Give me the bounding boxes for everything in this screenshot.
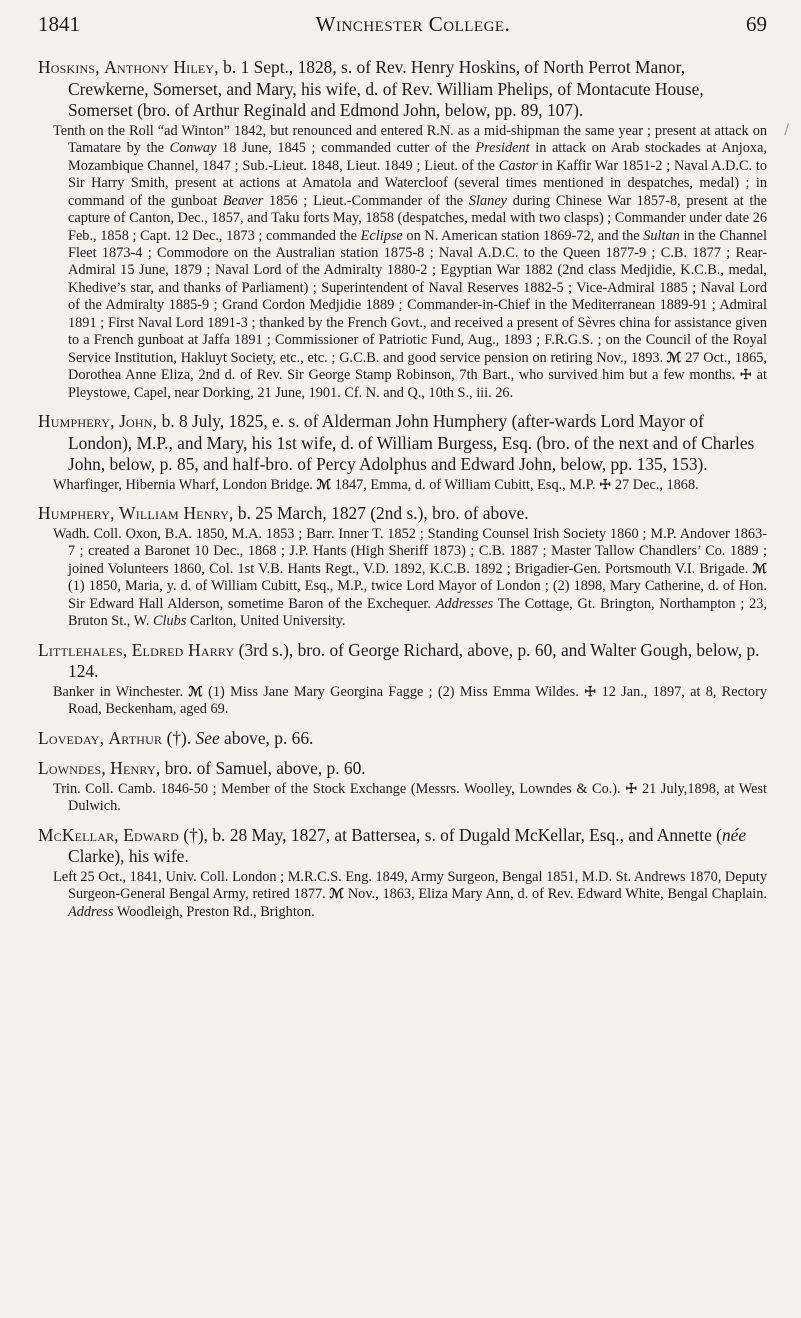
ship-name: Eclipse: [360, 227, 403, 244]
married-symbol-icon: ℳ: [316, 476, 332, 493]
ship-name: Beaver: [222, 192, 264, 209]
entry-summary: (3rd s.), bro. of George Richard, above, p. 60, and Walter Gough, below, p. 124.: [68, 639, 760, 682]
entry-given-names: Arthur: [108, 727, 163, 748]
entry-given-names: Henry,: [110, 758, 161, 779]
entry-surname: Hoskins,: [38, 57, 100, 77]
entry-hoskins: [38, 57, 767, 402]
career-text: 1847, Emma, d. of William Cubitt, Esq., M.P.: [331, 476, 600, 493]
married-symbol-icon: ℳ: [329, 886, 345, 903]
clubs-label: Clubs: [153, 613, 187, 630]
entry-heading: [38, 758, 767, 780]
entry-surname: Lowndes,: [38, 758, 106, 779]
entry-surname: Humphery,: [38, 503, 115, 524]
died-symbol-icon: ☩: [584, 683, 597, 700]
ship-name: Castor: [498, 157, 538, 174]
died-symbol-icon: ☩: [739, 367, 752, 384]
career-text: in the Channel Fleet 1873-4 ; Commodore on the Australian station 1875-8 ; Naval A.D.C. to the Queen 1877-9 ; C.B. 1877 ; Rear-Admiral 15 June, 1879 ; Naval Lord of the Admiralty 1880-2 ; Egyptian War 1882 (2nd class Medjidie, K.C.B., medal, Khedive’s star, and thanks of Parliament) ; Superintendent of Naval Reserves 1882-5 ; Vice-Admiral 1885 ; Naval Lord of the Admiralty 1885-9 ; Grand Cordon Medjidie 1889 ; Commander-in-Chief in the Mediterranean 1889-91 ; Admiral 1891 ; First Naval Lord 1891-3 ; thanked by the French Govt., and received a present of Sèvres china for assistance given to a French gunboat at Jaffa 1891 ; Commissioner of Patriotic Fund, Aug., 1893 ; F.R.G.S. ; on the Council of the Royal Service Institution, Hakluyt Society, etc., etc. ; G.C.B. and good service pension on retiring Nov., 1893.: [68, 227, 767, 366]
entry-career: [38, 123, 767, 402]
header-title: Winchester College.: [315, 12, 511, 36]
career-text: 27 Oct., 1865, Dorothea Anne Eliza, 2nd d. of Rev. Sir George Stamp Robinson, 7th Bart., who survived him but a few months.: [68, 349, 767, 384]
career-text: Nov., 1863, Eliza Mary Ann, d. of Rev. Edward White, Bengal Chaplain.: [344, 886, 767, 903]
ship-name: President: [475, 140, 530, 157]
dagger-mark: (†).: [162, 727, 196, 748]
entry-career: [38, 526, 767, 631]
career-text: in Kaffir War 1851-2 ; Naval A.D.C. to Sir Harry Smith, present at actions at Amatola and Watercloof (several times mentioned in despatches, medal) ; in command of the gunboat: [68, 157, 767, 209]
career-text: Wharfinger, Hibernia Wharf, London Bridge.: [53, 476, 317, 493]
entry-lowndes: [38, 758, 767, 816]
entry-surname: Humphery,: [38, 411, 115, 432]
entry-given-names: Eldred Harry: [131, 639, 235, 660]
career-text: Left 25 Oct., 1841, Univ. Coll. London ; M.R.C.S. Eng. 1849, Army Surgeon, Bengal 1851, M.D. St. Andrews 1870, Deputy Surgeon-General Bengal Army, retired 1877.: [53, 868, 767, 903]
career-text: Trin. Coll. Camb. 1846-50 ; Member of the Stock Exchange (Messrs. Woolley, Lowndes & Co.).: [53, 780, 626, 797]
entry-littlehales: [38, 640, 767, 719]
entry-given-names: Anthony Hiley,: [104, 57, 219, 77]
married-symbol-icon: ℳ: [188, 683, 203, 700]
died-symbol-icon: ☩: [599, 476, 612, 493]
career-text: (1) Miss Jane Mary Georgina Fagge ; (2) Miss Emma Wildes.: [202, 683, 585, 700]
entry-summary: b. 8 July, 1825, e. s. of Alderman John Humphery (after-wards Lord Mayor of London), M.P., and Mary, his 1st wife, d. of William Burgess, Esq. (bro. of the next and of Charles John, below, p. 85, and half-bro. of Percy Adolphus and Edward John, below, pp. 135, 153).: [68, 411, 755, 475]
entry-given-names: Edward: [123, 824, 180, 845]
career-text: Banker in Winchester.: [53, 683, 189, 700]
entry-surname: McKellar,: [38, 824, 119, 845]
career-text: 1856 ; Lieut.-Commander of the: [263, 192, 469, 209]
career-text: on N. American station 1869-72, and the: [402, 227, 644, 244]
entry-summary: (†), b. 28 May, 1827, at Battersea, s. of Dugald McKellar, Esq., and Annette (: [179, 824, 722, 845]
career-text: The Cottage, Gt. Brington, Northampton ; 23, Bruton St., W.: [68, 595, 767, 630]
entry-heading: [38, 411, 767, 476]
ship-name: Slaney: [468, 192, 508, 209]
margin-check-mark: /: [784, 122, 789, 138]
career-text: Wadh. Coll. Oxon, B.A. 1850, M.A. 1853 ; Barr. Inner T. 1852 ; Standing Counsel Irish Society 1860 ; M.P. Andover 1863-7 ; created a Baronet 10 Dec., 1868 ; J.P. Hants (High Sheriff 1873) ; C.B. 1887 ; Master Tallow Chandlers’ Co. 1889 ; joined Volunteers 1860, Col. 1st V.B. Hants Regt., V.D. 1892, K.C.B. 1892 ; Brigadier-Gen. Portsmouth V.I. Brigade.: [53, 525, 767, 577]
entry-heading: [38, 640, 767, 683]
entry-summary: bro. of Samuel, above, p. 60.: [160, 758, 366, 779]
career-text: 18 June, 1845 ; commanded cutter of the: [216, 140, 476, 157]
see-reference: See: [195, 727, 220, 748]
career-text: (1) 1850, Maria, y. d. of William Cubitt, Esq., M.P., twice Lord Mayor of London ; (2) 1898, Mary Catherine, d. of Hon. Sir Edward Hall Alderson, sometime Baron of the Exchequer.: [68, 578, 767, 612]
career-text: Tenth on the Roll “ad Winton” 1842, but renounced and entered R.N. as a mid-shipman the same year ; present at attack on Tamatare by the: [53, 122, 767, 157]
ship-name: Sultan: [643, 227, 680, 244]
entry-summary: b. 1 Sept., 1828, s. of Rev. Henry Hoskins, of North Perrot Manor, Crewkerne, Somerset, and Mary, his wife, d. of Rev. William Phelips, of Montacute House, Somerset (bro. of Arthur Reginald and Edmond John, below, pp. 89, 107).: [68, 57, 704, 121]
header-year: 1841: [38, 12, 80, 36]
entry-career: [38, 684, 767, 719]
married-symbol-icon: ℳ: [752, 560, 767, 577]
entry-heading: [38, 503, 767, 525]
entry-summary: Clarke), his wife.: [68, 846, 189, 867]
career-text: Woodleigh, Preston Rd., Brighton.: [113, 903, 315, 920]
entry-given-names: John,: [119, 411, 158, 432]
career-text: 12 Jan., 1897, at 8, Rectory Road, Beckenham, aged 69.: [68, 683, 767, 718]
career-text: Carlton, United University.: [186, 613, 346, 630]
entry-humphery-john: [38, 411, 767, 494]
career-text: at Pleystowe, Capel, near Dorking, 21 June, 1901. Cf. N. and Q., 10th S., iii. 26.: [68, 367, 767, 401]
address-label: Address: [68, 903, 114, 920]
entry-heading: [38, 825, 767, 868]
entry-career: [38, 869, 767, 921]
married-symbol-icon: ℳ: [666, 349, 682, 366]
entry-surname: Littlehales,: [38, 639, 128, 660]
running-header: [38, 12, 767, 37]
entry-given-names: William Henry,: [119, 503, 234, 524]
page-number: 69: [746, 12, 767, 36]
entry-humphery-william-henry: [38, 503, 767, 630]
entry-career: [38, 477, 767, 494]
entry-loveday: [38, 728, 767, 750]
career-text: 27 Dec., 1868.: [611, 476, 699, 493]
ship-name: Conway: [169, 140, 217, 157]
career-text: 21 July,1898, at West Dulwich.: [68, 780, 767, 815]
entry-summary: b. 25 March, 1827 (2nd s.), bro. of above.: [233, 503, 529, 524]
entry-surname: Loveday,: [38, 727, 105, 748]
entry-mckellar: [38, 825, 767, 922]
addresses-label: Addresses: [435, 595, 494, 612]
career-text: in attack on Arab stockades at Anjoxa, Mozambique Channel, 1847 ; Sub.-Lieut. 1848, Lieut. 1849 ; Lieut. of the: [68, 140, 767, 174]
entry-summary: above, p. 66.: [219, 727, 314, 748]
entry-heading: [38, 728, 767, 750]
entry-career: [38, 781, 767, 816]
nee-word: née: [721, 824, 747, 845]
career-text: during Chinese War 1857-8, present at the capture of Canton, Dec., 1857, and Taku forts May, 1858 (despatches, medal with two clasps) ; Commander under date 26 Feb., 1858 ; Capt. 12 Dec., 1873 ; commanded the: [68, 192, 767, 244]
entry-heading: [38, 57, 767, 122]
died-symbol-icon: ☩: [625, 780, 638, 797]
